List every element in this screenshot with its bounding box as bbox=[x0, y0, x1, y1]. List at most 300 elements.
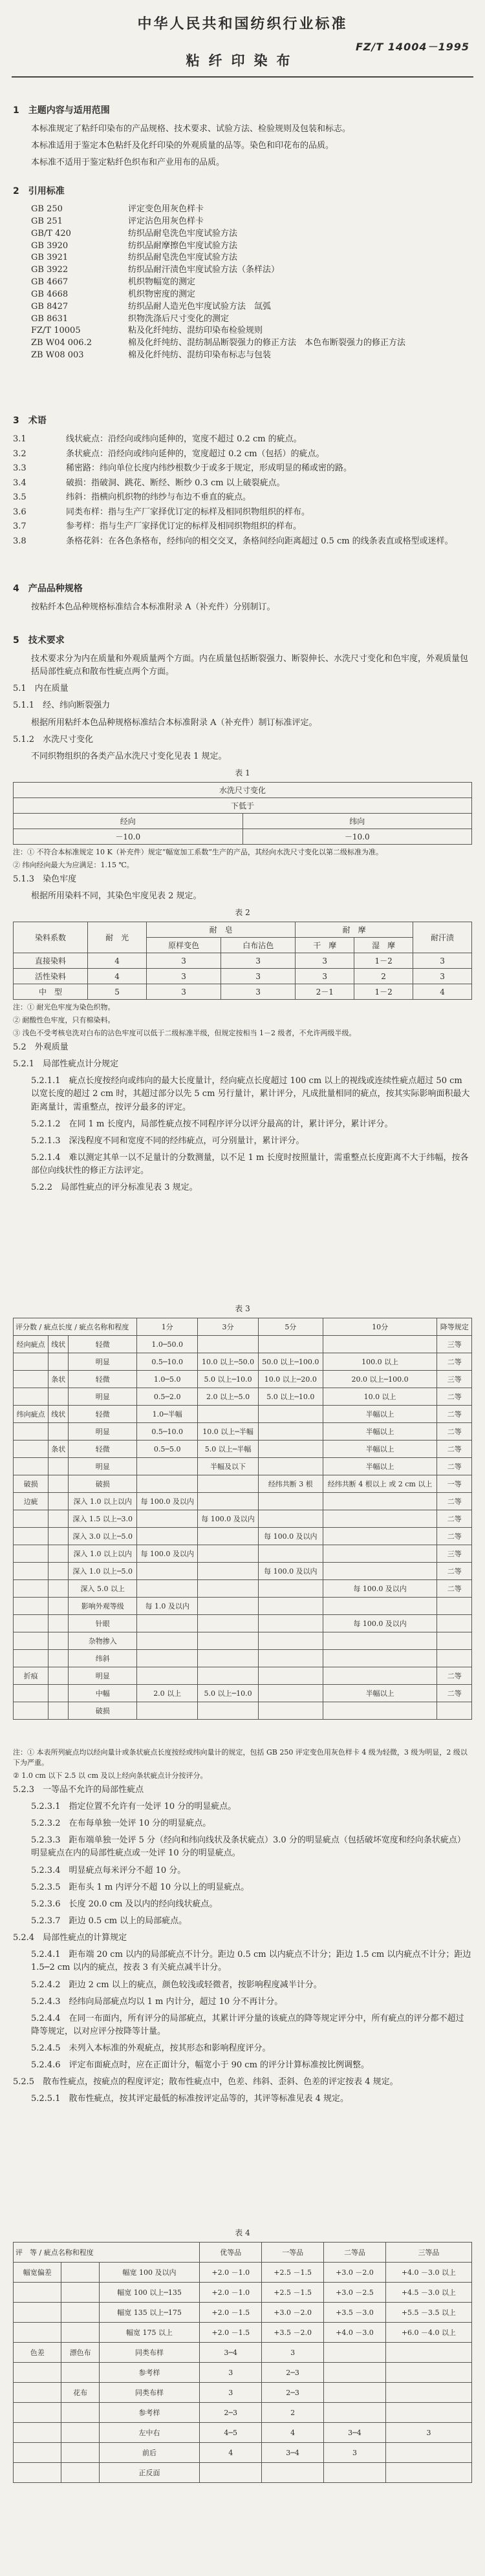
section-heading: 4 产品品种规格 bbox=[13, 584, 83, 594]
table-cell bbox=[258, 1685, 323, 1702]
paragraph: 5.2.3.4 明显疵点每米评分不超 10 分。 bbox=[31, 1865, 186, 1875]
table-note: 注：① 耐光色牢度为染色织物。 bbox=[13, 1003, 115, 1012]
table-row bbox=[14, 2263, 472, 2283]
reference-code: GB/T 420 bbox=[31, 228, 71, 238]
reference-title: 纺织品耐汗渍色牢度试验方法（条样法） bbox=[128, 265, 280, 275]
table-header: 二等品 bbox=[324, 2243, 386, 2263]
term-number: 3.7 bbox=[13, 522, 27, 531]
section-requirements-cont bbox=[13, 1745, 472, 2110]
table-header: 经向 bbox=[14, 813, 243, 829]
table-cell bbox=[61, 2263, 99, 2283]
table-cell bbox=[14, 2403, 61, 2423]
reference-code: GB 3921 bbox=[31, 253, 69, 263]
document-name: 粘纤印染布 bbox=[186, 53, 299, 69]
table-cell bbox=[198, 1336, 259, 1353]
table-cell bbox=[258, 1598, 323, 1615]
table-cell bbox=[48, 1580, 69, 1598]
table-cell bbox=[323, 1528, 437, 1545]
table-cell: 半幅以上 bbox=[323, 1458, 437, 1475]
table-cell: 参考样 bbox=[99, 2403, 200, 2423]
table-header: 5分 bbox=[258, 1318, 323, 1336]
table-cell bbox=[14, 1685, 48, 1702]
reference-item bbox=[13, 313, 472, 326]
table-cell bbox=[48, 1650, 69, 1667]
table-cell bbox=[61, 2363, 99, 2383]
table-cell: 经向疵点 bbox=[14, 1336, 48, 1353]
table-cell bbox=[198, 1598, 259, 1615]
table-cell: +4.0 －3.0 bbox=[324, 2323, 386, 2343]
table-cell: 4─5 bbox=[200, 2423, 262, 2443]
section-heading: 2 引用标准 bbox=[13, 186, 65, 196]
reference-code: GB 3922 bbox=[31, 265, 69, 275]
table-caption: 表 3 bbox=[235, 1304, 250, 1313]
table-row bbox=[14, 1650, 472, 1667]
paragraph: 技术要求分为内在质量和外观质量两个方面。内在质量包括断裂强力、断裂伸长、水洗尺寸变化和色牢度，外观质量包括局部性疵点和散布性疵点两个方面。 bbox=[31, 654, 469, 677]
table-cell: 深入 1.0 以上以内 bbox=[69, 1493, 137, 1510]
table-cell: 破损 bbox=[69, 1475, 137, 1493]
term-text: 破损：指破洞、跳花、断经、断纱 0.3 cm 以上破裂疵点。 bbox=[66, 478, 285, 488]
table-cell: 3 bbox=[324, 2443, 386, 2463]
table-cell: +3.0 －2.5 bbox=[324, 2283, 386, 2303]
table-cell bbox=[61, 2323, 99, 2343]
table-cell: 10.0 以上 bbox=[323, 1388, 437, 1406]
table-3 bbox=[13, 1318, 472, 1720]
table-cell bbox=[137, 1615, 198, 1632]
paragraph: 本标准适用于鉴定本色粘纤及化纤印染的外观质量的品等。染色和印花布的品质。 bbox=[31, 141, 334, 151]
table-row bbox=[14, 2403, 472, 2423]
table-cell bbox=[48, 1353, 69, 1371]
term-text: 条格花斜：在各色条格布，经纬向的相交交叉，条格间经向距离超过 0.5 cm 的线条表直或格型或迷样。 bbox=[66, 536, 453, 546]
table-cell bbox=[14, 1632, 48, 1650]
table-row bbox=[14, 1545, 472, 1563]
table-cell bbox=[258, 1458, 323, 1475]
table-cell bbox=[61, 2303, 99, 2323]
table-row bbox=[14, 1563, 472, 1580]
table-cell: 破损 bbox=[14, 1475, 48, 1493]
table-cell bbox=[437, 1632, 472, 1650]
table-cell: 3 bbox=[221, 969, 296, 984]
table-cell: 3 bbox=[413, 969, 472, 984]
table-cell: 半幅以上 bbox=[323, 1406, 437, 1423]
term-item bbox=[13, 433, 472, 446]
table-cell: 前后 bbox=[99, 2443, 200, 2463]
term-number: 3.3 bbox=[13, 463, 27, 473]
table-cell: 中 型 bbox=[14, 984, 88, 1000]
table-cell: 二等 bbox=[437, 1423, 472, 1441]
corner-label: 评分数 bbox=[16, 1323, 37, 1331]
table-cell bbox=[198, 1650, 259, 1667]
table-cell bbox=[258, 1510, 323, 1528]
table-cell: 二等 bbox=[437, 1685, 472, 1702]
reference-list bbox=[13, 204, 472, 362]
table-row bbox=[14, 2343, 472, 2363]
table-cell: 明显 bbox=[69, 1667, 137, 1685]
reference-item bbox=[13, 325, 472, 337]
table-row bbox=[14, 2323, 472, 2343]
table-row bbox=[14, 2463, 472, 2483]
table-cell: 4 bbox=[88, 969, 147, 984]
reference-title: 纺织品耐人造光色牢度试验方法 氙弧 bbox=[128, 301, 272, 311]
table-cell bbox=[258, 1423, 323, 1441]
table-note: ② 纬向经向最大为应满足：1.15 ℃。 bbox=[13, 860, 134, 869]
table-cell: +6.0 －4.0 以上 bbox=[385, 2323, 471, 2343]
table-cell: 二等 bbox=[437, 1493, 472, 1510]
table-cell bbox=[14, 2423, 61, 2443]
table-cell: +2.0 －1.5 bbox=[200, 2323, 262, 2343]
clause: 5.2 外观质量 bbox=[13, 1042, 69, 1052]
table-cell bbox=[198, 1615, 259, 1632]
table-cell: 2─3 bbox=[262, 2363, 324, 2383]
table-cell bbox=[14, 2303, 61, 2323]
table-cell bbox=[137, 1650, 198, 1667]
document-header bbox=[0, 0, 485, 97]
reference-code: ZB W04 006.2 bbox=[31, 338, 92, 348]
table-cell: +2.5 －1.5 bbox=[262, 2263, 324, 2283]
table-cell bbox=[48, 1388, 69, 1406]
table-cell: 3 bbox=[147, 984, 221, 1000]
table-cell bbox=[14, 1388, 48, 1406]
table-header: 下低于 bbox=[14, 797, 472, 813]
clause: 5.1 内在质量 bbox=[13, 684, 69, 694]
table-cell: 深入 1.0 以上以内 bbox=[69, 1545, 137, 1563]
table-header: 耐 皂 bbox=[147, 922, 296, 938]
table-cell: 同类布样 bbox=[99, 2343, 200, 2363]
table-cell: 二等 bbox=[437, 1510, 472, 1528]
table-cell bbox=[323, 1336, 437, 1353]
table-cell: 三等 bbox=[437, 1371, 472, 1388]
paragraph: 根据所用染料不同，其染色牢度见表 2 规定。 bbox=[31, 891, 202, 901]
table-cell: 二等 bbox=[437, 1580, 472, 1598]
table-cell bbox=[258, 1580, 323, 1598]
table-cell bbox=[14, 1371, 48, 1388]
table-cell: 三等 bbox=[437, 1336, 472, 1353]
table-cell: 3 bbox=[221, 984, 296, 1000]
term-number: 3.4 bbox=[13, 478, 27, 488]
table-cell: 半幅以上 bbox=[323, 1685, 437, 1702]
table-row bbox=[14, 1441, 472, 1458]
table-cell: 色差 bbox=[14, 2343, 61, 2363]
corner-label: 疵点长度 bbox=[43, 1323, 72, 1331]
table-cell: 深入 1.5 以上─3.0 bbox=[69, 1510, 137, 1528]
reference-item bbox=[13, 337, 472, 350]
reference-item bbox=[13, 301, 472, 313]
term-text: 纬斜：指横向机织物的纬纱与布边不垂直的疵点。 bbox=[66, 492, 252, 502]
table-cell: 明显 bbox=[69, 1353, 137, 1371]
table-cell bbox=[323, 1545, 437, 1563]
table-cell bbox=[14, 1423, 48, 1441]
table-cell: 幅宽 175 以上 bbox=[99, 2323, 200, 2343]
table-cell: +3.0 －2.0 bbox=[262, 2303, 324, 2323]
table-cell: 3 bbox=[200, 2363, 262, 2383]
table-cell bbox=[61, 2403, 99, 2423]
table-cell: 深入 1.0 以上─5.0 bbox=[69, 1563, 137, 1580]
term-text: 条状疵点：沿经向或纬向延伸的，宽度超过 0.2 cm（包括）的疵点。 bbox=[66, 449, 325, 459]
table-cell bbox=[14, 1580, 48, 1598]
table-cell: 4 bbox=[200, 2443, 262, 2463]
table-cell bbox=[14, 2443, 61, 2463]
table-cell: －10.0 bbox=[242, 829, 472, 844]
terms-list bbox=[13, 433, 472, 547]
table-cell bbox=[258, 1632, 323, 1650]
table-cell bbox=[14, 1545, 48, 1563]
table-row bbox=[14, 1423, 472, 1441]
table-cell: +2.0 －1.5 bbox=[200, 2303, 262, 2323]
section-specs bbox=[13, 582, 472, 618]
table-cell: 2.0 以上─5.0 bbox=[198, 1388, 259, 1406]
header-rule bbox=[12, 76, 473, 78]
table-cell bbox=[48, 1598, 69, 1615]
table-cell: 100.0 以上 bbox=[323, 1353, 437, 1371]
table-header: 三等品 bbox=[385, 2243, 471, 2263]
table-cell: 3─4 bbox=[324, 2423, 386, 2443]
table-cell: 经纬共断 4 根以上 或 2 cm 以上 bbox=[323, 1475, 437, 1493]
corner-label: 评 等 bbox=[16, 2248, 37, 2257]
table-cell: 二等 bbox=[437, 1388, 472, 1406]
term-item bbox=[13, 462, 472, 475]
table-row bbox=[14, 1353, 472, 1371]
table-cell: 破损 bbox=[69, 1702, 137, 1720]
table-cell bbox=[14, 1563, 48, 1580]
reference-title: 评定沾色用灰色样卡 bbox=[128, 216, 204, 226]
table-cell bbox=[385, 2463, 471, 2483]
table-cell: 边疵 bbox=[14, 1493, 48, 1510]
table-row bbox=[14, 1388, 472, 1406]
reference-code: GB 3920 bbox=[31, 240, 69, 251]
table-cell bbox=[61, 2463, 99, 2483]
table-cell: 轻微 bbox=[69, 1336, 137, 1353]
table-cell: 每 100.0 及以内 bbox=[137, 1545, 198, 1563]
table-cell: 条状 bbox=[48, 1441, 69, 1458]
table-cell bbox=[137, 1528, 198, 1545]
table-cell: 幅宽 100 以上─135 bbox=[99, 2283, 200, 2303]
table-cell bbox=[48, 1545, 69, 1563]
table-header: 10分 bbox=[323, 1318, 437, 1336]
table-cell: 正反面 bbox=[99, 2463, 200, 2483]
table-cell: 每 1.0 及以内 bbox=[137, 1598, 198, 1615]
table-cell bbox=[258, 1493, 323, 1510]
table-cell: 明显 bbox=[69, 1458, 137, 1475]
paragraph: 本标准不适用于鉴定粘纤色织布和产业用布的品质。 bbox=[31, 158, 225, 168]
table-cell: 2─3 bbox=[200, 2403, 262, 2423]
reference-code: ZB W08 003 bbox=[31, 350, 84, 361]
reference-title: 棉及化纤纯纺、混纺制品断裂强力的修正方法 本色布断裂强力的修正方法 bbox=[128, 338, 406, 348]
table-cell: 半幅及以下 bbox=[198, 1458, 259, 1475]
reference-code: GB 251 bbox=[31, 216, 63, 226]
table-cell: 每 100.0 及以内 bbox=[258, 1563, 323, 1580]
table-header: 1分 bbox=[137, 1318, 198, 1336]
table-cell: 二等 bbox=[437, 1563, 472, 1580]
table-cell: +3.5 －2.0 bbox=[262, 2323, 324, 2343]
table-cell bbox=[198, 1493, 259, 1510]
table-cell: 线状 bbox=[48, 1336, 69, 1353]
table-caption: 表 2 bbox=[235, 908, 250, 918]
table-caption: 表 1 bbox=[235, 768, 250, 777]
table-cell bbox=[323, 1650, 437, 1667]
paragraph: 5.2.4.2 距边 2 cm 以上的疵点，颜色较浅或轻微者，按影响程度减半计分。 bbox=[31, 1980, 322, 1990]
reference-title: 棉及化纤纯纺、混纺印染布标志与包装 bbox=[128, 350, 272, 361]
paragraph: 5.2.1.1 疵点长度按经向或纬向的最大长度量计，经向疵点长度超过 100 cm 以上的视线或连续性疵点超过 50 cm 以宽长度的超过 2 cm 时，其超过部分以先 5 cm 另行量计，累计评分，凡成批量相同的疵点，按其实际影响面积最大距离量计，需重整点，按评分最多的评定。 bbox=[31, 1076, 470, 1112]
table-cell: 花布 bbox=[61, 2383, 99, 2403]
table-cell bbox=[137, 1475, 198, 1493]
paragraph: 根据所用粘纤本色品种规格标准结合本标准附录 A（补充件）制订标准评定。 bbox=[31, 717, 318, 728]
table-cell bbox=[14, 2463, 61, 2483]
table-note: 注：① 不符合本标准规定 10 K（补充件）规定“幅宽加工系数”生产的产品，其经向水洗尺寸变化以第二级标准为准。 bbox=[13, 847, 383, 856]
table-cell bbox=[258, 1702, 323, 1720]
reference-item bbox=[13, 228, 472, 240]
table-cell bbox=[323, 1510, 437, 1528]
table-cell bbox=[258, 1545, 323, 1563]
reference-item bbox=[13, 204, 472, 216]
table-note: ② 1.0 cm 以下 2.5 以 cm 及以上经向条状疵点计分按评分。 bbox=[13, 1771, 208, 1780]
section-references bbox=[13, 184, 472, 362]
table-cell: 半幅以上 bbox=[323, 1423, 437, 1441]
table-cell: 每 100.0 及以内 bbox=[323, 1615, 437, 1632]
table-cell: 幅宽 135 以上─175 bbox=[99, 2303, 200, 2323]
table-cell bbox=[324, 2363, 386, 2383]
table-cell: +2.0 －1.0 bbox=[200, 2263, 262, 2283]
table-cell bbox=[61, 2283, 99, 2303]
table-cell bbox=[198, 1632, 259, 1650]
table-row bbox=[14, 1632, 472, 1650]
table-corner: 评分数 / 疵点长度 / 疵点名称和程度 bbox=[14, 1318, 137, 1336]
table-cell bbox=[14, 2283, 61, 2303]
table-cell bbox=[437, 1650, 472, 1667]
section-requirements bbox=[13, 633, 472, 1198]
table-row bbox=[14, 2383, 472, 2403]
clause: 5.1.3 染色牢度 bbox=[13, 874, 77, 884]
section-terms bbox=[13, 414, 472, 549]
reference-title: 纺织品耐皂洗色牢度试验方法 bbox=[128, 228, 238, 238]
table-cell bbox=[137, 1667, 198, 1685]
table-cell bbox=[48, 1685, 69, 1702]
table-row bbox=[14, 2283, 472, 2303]
table-cell bbox=[437, 1598, 472, 1615]
table-cell bbox=[48, 1563, 69, 1580]
reference-item bbox=[13, 240, 472, 253]
table-cell: 轻微 bbox=[69, 1371, 137, 1388]
table-header: 优等品 bbox=[200, 2243, 262, 2263]
table-cell bbox=[258, 1667, 323, 1685]
table-cell: +2.0 －1.0 bbox=[200, 2283, 262, 2303]
table-row bbox=[14, 1336, 472, 1353]
table-cell: 3 bbox=[147, 953, 221, 969]
reference-item bbox=[13, 289, 472, 301]
reference-title: 织物洗涤后尺寸变化的测定 bbox=[128, 313, 230, 324]
paragraph: 5.2.4.5 未列入本标准的外观疵点，按其形态和影响程度评分。 bbox=[31, 2043, 271, 2054]
table-cell bbox=[14, 1598, 48, 1615]
table-cell bbox=[48, 1493, 69, 1510]
table-cell: 3 bbox=[296, 969, 354, 984]
table-header: 湿 摩 bbox=[354, 938, 413, 953]
table-cell bbox=[262, 2463, 324, 2483]
reference-code: GB 8427 bbox=[31, 301, 69, 311]
table-cell: 每 100.0 及以内 bbox=[258, 1528, 323, 1545]
table-header: 纬向 bbox=[242, 813, 472, 829]
corner-label: 疵点名称和程度 bbox=[43, 2248, 94, 2257]
reference-item bbox=[13, 216, 472, 228]
table-cell: +5.5 －3.5 以上 bbox=[385, 2303, 471, 2323]
paragraph: 5.2.3.2 在布每单独一处评 10 分的明显疵点。 bbox=[31, 1819, 211, 1829]
table-cell: 5.0 以上─10.0 bbox=[198, 1371, 259, 1388]
table-cell: 轻微 bbox=[69, 1406, 137, 1423]
table-cell bbox=[323, 1702, 437, 1720]
table-cell bbox=[437, 1702, 472, 1720]
table-cell bbox=[323, 1598, 437, 1615]
table-cell: 10.0 以上─20.0 bbox=[258, 1371, 323, 1388]
section-heading: 1 主题内容与适用范围 bbox=[13, 105, 110, 116]
clause: 5.1.2 水洗尺寸变化 bbox=[13, 734, 94, 744]
reference-code: GB 4668 bbox=[31, 289, 69, 299]
table-cell: 每 100.0 及以内 bbox=[198, 1510, 259, 1528]
term-item bbox=[13, 448, 472, 461]
table-row bbox=[14, 1598, 472, 1615]
table-row bbox=[14, 2303, 472, 2323]
table-cell bbox=[48, 1423, 69, 1441]
table-cell: 半幅以上 bbox=[323, 1441, 437, 1458]
table-cell bbox=[385, 2343, 471, 2363]
reference-item bbox=[13, 350, 472, 362]
reference-item bbox=[13, 277, 472, 289]
table-cell: 4 bbox=[88, 953, 147, 969]
table-cell bbox=[437, 1615, 472, 1632]
table-cell: 三等 bbox=[437, 1545, 472, 1563]
table-cell bbox=[14, 1528, 48, 1545]
paragraph: 5.2.3.7 距边 0.5 cm 以上的局部疵点。 bbox=[31, 1916, 188, 1926]
paragraph: 5.2.3.3 距布端单独一处评 5 分（经向和纬向线状及条状疵点）3.0 分的明显疵点（包括破坏宽度和经向条状疵点）明显疵点在内的局部性疵点或一处评 10 分的明显疵点。 bbox=[31, 1835, 466, 1859]
table-cell: 深入 5.0 以上 bbox=[69, 1580, 137, 1598]
paragraph: 5.2.4.1 距布端 20 cm 以内的局部疵点不计分。距边 0.5 cm 以内疵点不计分；距边 1.5 cm 以内疵点不计分；距边 1.5─2 cm 以内的疵点，按表 3 有关疵点减半计分。 bbox=[31, 1950, 471, 1973]
table-header: 一等品 bbox=[262, 2243, 324, 2263]
table-1 bbox=[13, 782, 472, 845]
table-row bbox=[14, 953, 472, 969]
table-cell: 幅宽 100 及以内 bbox=[99, 2263, 200, 2283]
table-4 bbox=[13, 2242, 472, 2483]
table-cell bbox=[198, 1475, 259, 1493]
table-cell bbox=[14, 1441, 48, 1458]
table-row bbox=[14, 1528, 472, 1545]
table-cell bbox=[258, 1441, 323, 1458]
table-cell: 20.0 以上─100.0 bbox=[323, 1371, 437, 1388]
table-cell bbox=[324, 2463, 386, 2483]
table-cell bbox=[324, 2343, 386, 2363]
table-row bbox=[14, 1475, 472, 1493]
table-cell bbox=[258, 1615, 323, 1632]
table-cell: 参考样 bbox=[99, 2363, 200, 2383]
table-cell: 纬向疵点 bbox=[14, 1406, 48, 1423]
table-cell: 二等 bbox=[437, 1528, 472, 1545]
term-item bbox=[13, 535, 472, 548]
term-number: 3.5 bbox=[13, 492, 27, 502]
table-cell: 3 bbox=[200, 2383, 262, 2403]
term-item bbox=[13, 491, 472, 504]
table-cell: 明显 bbox=[69, 1388, 137, 1406]
table-cell bbox=[48, 1475, 69, 1493]
table-header: 耐汗渍 bbox=[413, 922, 472, 953]
clause: 5.2.1 局部性疵点计分规定 bbox=[13, 1059, 119, 1070]
table-caption: 表 4 bbox=[235, 2228, 250, 2237]
paragraph: 5.2.4.3 经纬向局部疵点均以 1 m 内计分，超过 10 分不再计分。 bbox=[31, 1996, 283, 2007]
table-header: 染料系数 bbox=[14, 922, 88, 953]
table-cell bbox=[385, 2383, 471, 2403]
table-cell: 3─4 bbox=[200, 2343, 262, 2363]
table-cell bbox=[258, 1336, 323, 1353]
table-cell: 10.0 以上─50.0 bbox=[198, 1353, 259, 1371]
corner-label: 疵点名称和程度 bbox=[79, 1323, 129, 1331]
table-cell: +2.5 －1.5 bbox=[262, 2283, 324, 2303]
table-cell: 纬斜 bbox=[69, 1650, 137, 1667]
table-cell: 3 bbox=[147, 969, 221, 984]
paragraph: 5.2.3.5 距布头 1 m 内评分不超 10 分以上的明显疵点。 bbox=[31, 1882, 250, 1892]
